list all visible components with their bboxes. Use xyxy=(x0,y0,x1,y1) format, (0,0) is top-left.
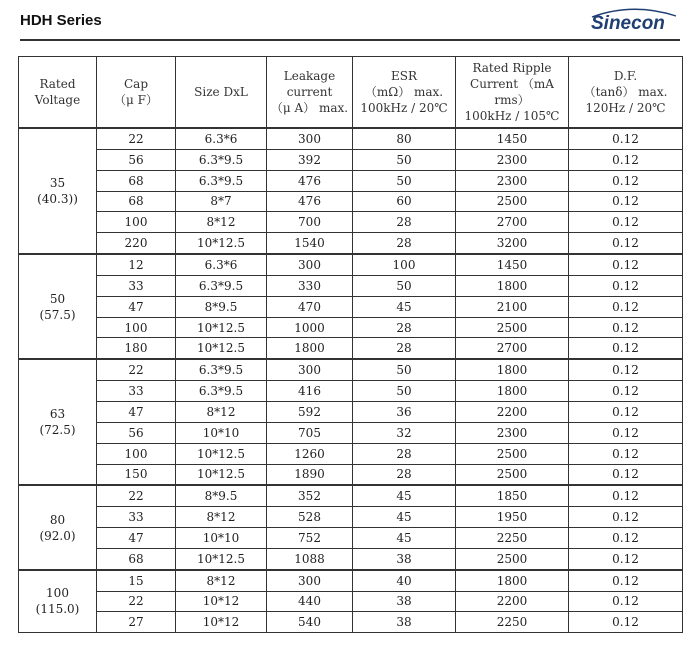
size-cell: 8*12 xyxy=(176,507,267,528)
size-cell: 10*12 xyxy=(176,612,267,633)
cap-cell: 47 xyxy=(97,296,176,317)
ripple-cell: 1850 xyxy=(456,485,569,506)
table-row xyxy=(19,591,683,612)
df-cell: 0.12 xyxy=(569,254,683,275)
ripple-cell: 1800 xyxy=(456,359,569,380)
table-row xyxy=(19,338,683,359)
df-cell: 0.12 xyxy=(569,485,683,506)
table-row xyxy=(19,128,683,149)
df-cell: 0.12 xyxy=(569,422,683,443)
ripple-cell: 3200 xyxy=(456,233,569,254)
esr-cell: 28 xyxy=(353,338,456,359)
esr-cell: 38 xyxy=(353,548,456,569)
cap-cell: 27 xyxy=(97,612,176,633)
df-cell: 0.12 xyxy=(569,612,683,633)
table-row xyxy=(19,149,683,170)
size-cell: 6.3*9.5 xyxy=(176,381,267,402)
size-cell: 8*9.5 xyxy=(176,296,267,317)
ripple-cell: 2700 xyxy=(456,212,569,233)
esr-cell: 28 xyxy=(353,464,456,485)
rated-voltage-line: (72.5) xyxy=(39,423,76,438)
df-cell: 0.12 xyxy=(569,443,683,464)
cap-cell: 47 xyxy=(97,528,176,549)
leakage-cell: 1540 xyxy=(267,233,353,254)
ripple-cell: 2300 xyxy=(456,422,569,443)
ripple-cell: 2500 xyxy=(456,443,569,464)
leakage-cell: 1260 xyxy=(267,443,353,464)
table-row xyxy=(19,296,683,317)
esr-cell: 50 xyxy=(353,275,456,296)
table-row xyxy=(19,612,683,633)
ripple-cell: 1450 xyxy=(456,254,569,275)
ripple-cell: 2200 xyxy=(456,591,569,612)
table-row xyxy=(19,401,683,422)
esr-cell: 80 xyxy=(353,128,456,149)
leakage-cell: 700 xyxy=(267,212,353,233)
cap-cell: 22 xyxy=(97,128,176,149)
table-row xyxy=(19,317,683,338)
leakage-cell: 528 xyxy=(267,507,353,528)
rated-voltage-cell xyxy=(19,254,97,359)
esr-cell: 100 xyxy=(353,254,456,275)
ripple-cell: 1800 xyxy=(456,570,569,591)
esr-cell: 45 xyxy=(353,507,456,528)
size-cell: 10*12.5 xyxy=(176,443,267,464)
leakage-cell: 1088 xyxy=(267,548,353,569)
cap-cell: 22 xyxy=(97,591,176,612)
size-cell: 6.3*6 xyxy=(176,128,267,149)
df-cell: 0.12 xyxy=(569,359,683,380)
esr-cell: 50 xyxy=(353,381,456,402)
leakage-cell: 440 xyxy=(267,591,353,612)
df-cell: 0.12 xyxy=(569,170,683,191)
cap-cell: 33 xyxy=(97,507,176,528)
table-row xyxy=(19,507,683,528)
cap-cell: 56 xyxy=(97,422,176,443)
leakage-cell: 752 xyxy=(267,528,353,549)
series-title: HDH Series xyxy=(20,12,102,29)
ripple-cell: 2300 xyxy=(456,149,569,170)
size-cell: 10*12 xyxy=(176,591,267,612)
size-cell: 10*12.5 xyxy=(176,233,267,254)
table-row xyxy=(19,443,683,464)
cap-cell: 15 xyxy=(97,570,176,591)
esr-cell: 38 xyxy=(353,591,456,612)
leakage-cell: 476 xyxy=(267,170,353,191)
rated-voltage-line: 63 xyxy=(49,407,66,422)
cap-cell: 100 xyxy=(97,317,176,338)
table-row xyxy=(19,233,683,254)
header-df: D.F. （tanδ） max. 120Hz / 20℃ xyxy=(569,57,683,129)
esr-cell: 38 xyxy=(353,612,456,633)
leakage-cell: 300 xyxy=(267,128,353,149)
ripple-cell: 2500 xyxy=(456,464,569,485)
table-header-row xyxy=(19,57,683,129)
esr-cell: 28 xyxy=(353,212,456,233)
table-row xyxy=(19,191,683,212)
leakage-cell: 1800 xyxy=(267,338,353,359)
size-cell: 10*12.5 xyxy=(176,464,267,485)
cap-cell: 33 xyxy=(97,381,176,402)
esr-cell: 45 xyxy=(353,485,456,506)
ripple-cell: 1800 xyxy=(456,381,569,402)
rated-voltage-line: (115.0) xyxy=(35,602,80,617)
header-size: Size DxL xyxy=(176,57,267,129)
df-cell: 0.12 xyxy=(569,191,683,212)
cap-cell: 100 xyxy=(97,443,176,464)
cap-cell: 100 xyxy=(97,212,176,233)
cap-cell: 22 xyxy=(97,485,176,506)
brand-logo-text: Sinecon xyxy=(591,13,665,34)
header-rated-voltage: Rated Voltage xyxy=(19,57,97,129)
leakage-cell: 540 xyxy=(267,612,353,633)
df-cell: 0.12 xyxy=(569,212,683,233)
df-cell: 0.12 xyxy=(569,570,683,591)
esr-cell: 45 xyxy=(353,528,456,549)
size-cell: 8*7 xyxy=(176,191,267,212)
rated-voltage-cell xyxy=(19,128,97,254)
esr-cell: 36 xyxy=(353,401,456,422)
esr-cell: 50 xyxy=(353,149,456,170)
table-body xyxy=(19,128,683,633)
size-cell: 8*12 xyxy=(176,401,267,422)
table-row xyxy=(19,254,683,275)
size-cell: 8*12 xyxy=(176,570,267,591)
df-cell: 0.12 xyxy=(569,128,683,149)
ripple-cell: 2250 xyxy=(456,528,569,549)
brand-logo xyxy=(588,8,680,40)
size-cell: 10*12.5 xyxy=(176,338,267,359)
df-cell: 0.12 xyxy=(569,338,683,359)
ripple-cell: 1800 xyxy=(456,275,569,296)
leakage-cell: 476 xyxy=(267,191,353,212)
ripple-cell: 1450 xyxy=(456,128,569,149)
ripple-cell: 2250 xyxy=(456,612,569,633)
esr-cell: 40 xyxy=(353,570,456,591)
df-cell: 0.12 xyxy=(569,464,683,485)
page-header xyxy=(20,6,680,36)
size-cell: 8*12 xyxy=(176,212,267,233)
header-rule xyxy=(20,39,680,41)
cap-cell: 180 xyxy=(97,338,176,359)
df-cell: 0.12 xyxy=(569,149,683,170)
esr-cell: 60 xyxy=(353,191,456,212)
header-leakage-current: Leakage current （μ A） max. xyxy=(267,57,353,129)
cap-cell: 68 xyxy=(97,548,176,569)
cap-cell: 220 xyxy=(97,233,176,254)
leakage-cell: 705 xyxy=(267,422,353,443)
ripple-cell: 2500 xyxy=(456,548,569,569)
esr-cell: 32 xyxy=(353,422,456,443)
leakage-cell: 1000 xyxy=(267,317,353,338)
rated-voltage-line: (40.3)) xyxy=(37,192,78,207)
size-cell: 6.3*9.5 xyxy=(176,149,267,170)
esr-cell: 50 xyxy=(353,170,456,191)
spec-table xyxy=(18,56,683,633)
leakage-cell: 1890 xyxy=(267,464,353,485)
rated-voltage-line: 35 xyxy=(49,176,66,191)
cap-cell: 56 xyxy=(97,149,176,170)
size-cell: 6.3*9.5 xyxy=(176,275,267,296)
esr-cell: 45 xyxy=(353,296,456,317)
table-row xyxy=(19,570,683,591)
size-cell: 6.3*6 xyxy=(176,254,267,275)
ripple-cell: 2500 xyxy=(456,317,569,338)
table-row xyxy=(19,170,683,191)
cap-cell: 68 xyxy=(97,191,176,212)
leakage-cell: 300 xyxy=(267,570,353,591)
rated-voltage-cell xyxy=(19,485,97,569)
table-row xyxy=(19,275,683,296)
table-row xyxy=(19,464,683,485)
ripple-cell: 2300 xyxy=(456,170,569,191)
ripple-cell: 2100 xyxy=(456,296,569,317)
df-cell: 0.12 xyxy=(569,507,683,528)
table-row xyxy=(19,485,683,506)
leakage-cell: 470 xyxy=(267,296,353,317)
leakage-cell: 300 xyxy=(267,254,353,275)
df-cell: 0.12 xyxy=(569,548,683,569)
df-cell: 0.12 xyxy=(569,401,683,422)
rated-voltage-line: 100 xyxy=(46,586,69,601)
table-row xyxy=(19,422,683,443)
size-cell: 10*10 xyxy=(176,528,267,549)
esr-cell: 28 xyxy=(353,233,456,254)
esr-cell: 28 xyxy=(353,443,456,464)
cap-cell: 47 xyxy=(97,401,176,422)
size-cell: 8*9.5 xyxy=(176,485,267,506)
df-cell: 0.12 xyxy=(569,591,683,612)
leakage-cell: 330 xyxy=(267,275,353,296)
esr-cell: 50 xyxy=(353,359,456,380)
table-row xyxy=(19,212,683,233)
rated-voltage-line: 80 xyxy=(49,512,66,527)
table-row xyxy=(19,528,683,549)
leakage-cell: 416 xyxy=(267,381,353,402)
size-cell: 10*12.5 xyxy=(176,317,267,338)
size-cell: 6.3*9.5 xyxy=(176,359,267,380)
cap-cell: 33 xyxy=(97,275,176,296)
rated-voltage-line: (57.5) xyxy=(39,307,76,322)
cap-cell: 12 xyxy=(97,254,176,275)
leakage-cell: 352 xyxy=(267,485,353,506)
size-cell: 10*10 xyxy=(176,422,267,443)
df-cell: 0.12 xyxy=(569,381,683,402)
ripple-cell: 1950 xyxy=(456,507,569,528)
df-cell: 0.12 xyxy=(569,275,683,296)
table-row xyxy=(19,548,683,569)
esr-cell: 28 xyxy=(353,317,456,338)
header-cap: Cap （μ F） xyxy=(97,57,176,129)
rated-voltage-cell xyxy=(19,570,97,633)
rated-voltage-line: 50 xyxy=(49,291,66,306)
cap-cell: 22 xyxy=(97,359,176,380)
size-cell: 6.3*9.5 xyxy=(176,170,267,191)
cap-cell: 150 xyxy=(97,464,176,485)
df-cell: 0.12 xyxy=(569,296,683,317)
rated-voltage-line: (92.0) xyxy=(39,528,76,543)
leakage-cell: 592 xyxy=(267,401,353,422)
header-ripple-current: Rated Ripple Current （mA rms） 100kHz / 105℃ xyxy=(456,57,569,129)
df-cell: 0.12 xyxy=(569,528,683,549)
header-esr: ESR （mΩ） max. 100kHz / 20℃ xyxy=(353,57,456,129)
ripple-cell: 2700 xyxy=(456,338,569,359)
rated-voltage-cell xyxy=(19,359,97,485)
df-cell: 0.12 xyxy=(569,233,683,254)
size-cell: 10*12.5 xyxy=(176,548,267,569)
ripple-cell: 2500 xyxy=(456,191,569,212)
leakage-cell: 392 xyxy=(267,149,353,170)
table-row xyxy=(19,359,683,380)
cap-cell: 68 xyxy=(97,170,176,191)
df-cell: 0.12 xyxy=(569,317,683,338)
ripple-cell: 2200 xyxy=(456,401,569,422)
table-row xyxy=(19,381,683,402)
leakage-cell: 300 xyxy=(267,359,353,380)
